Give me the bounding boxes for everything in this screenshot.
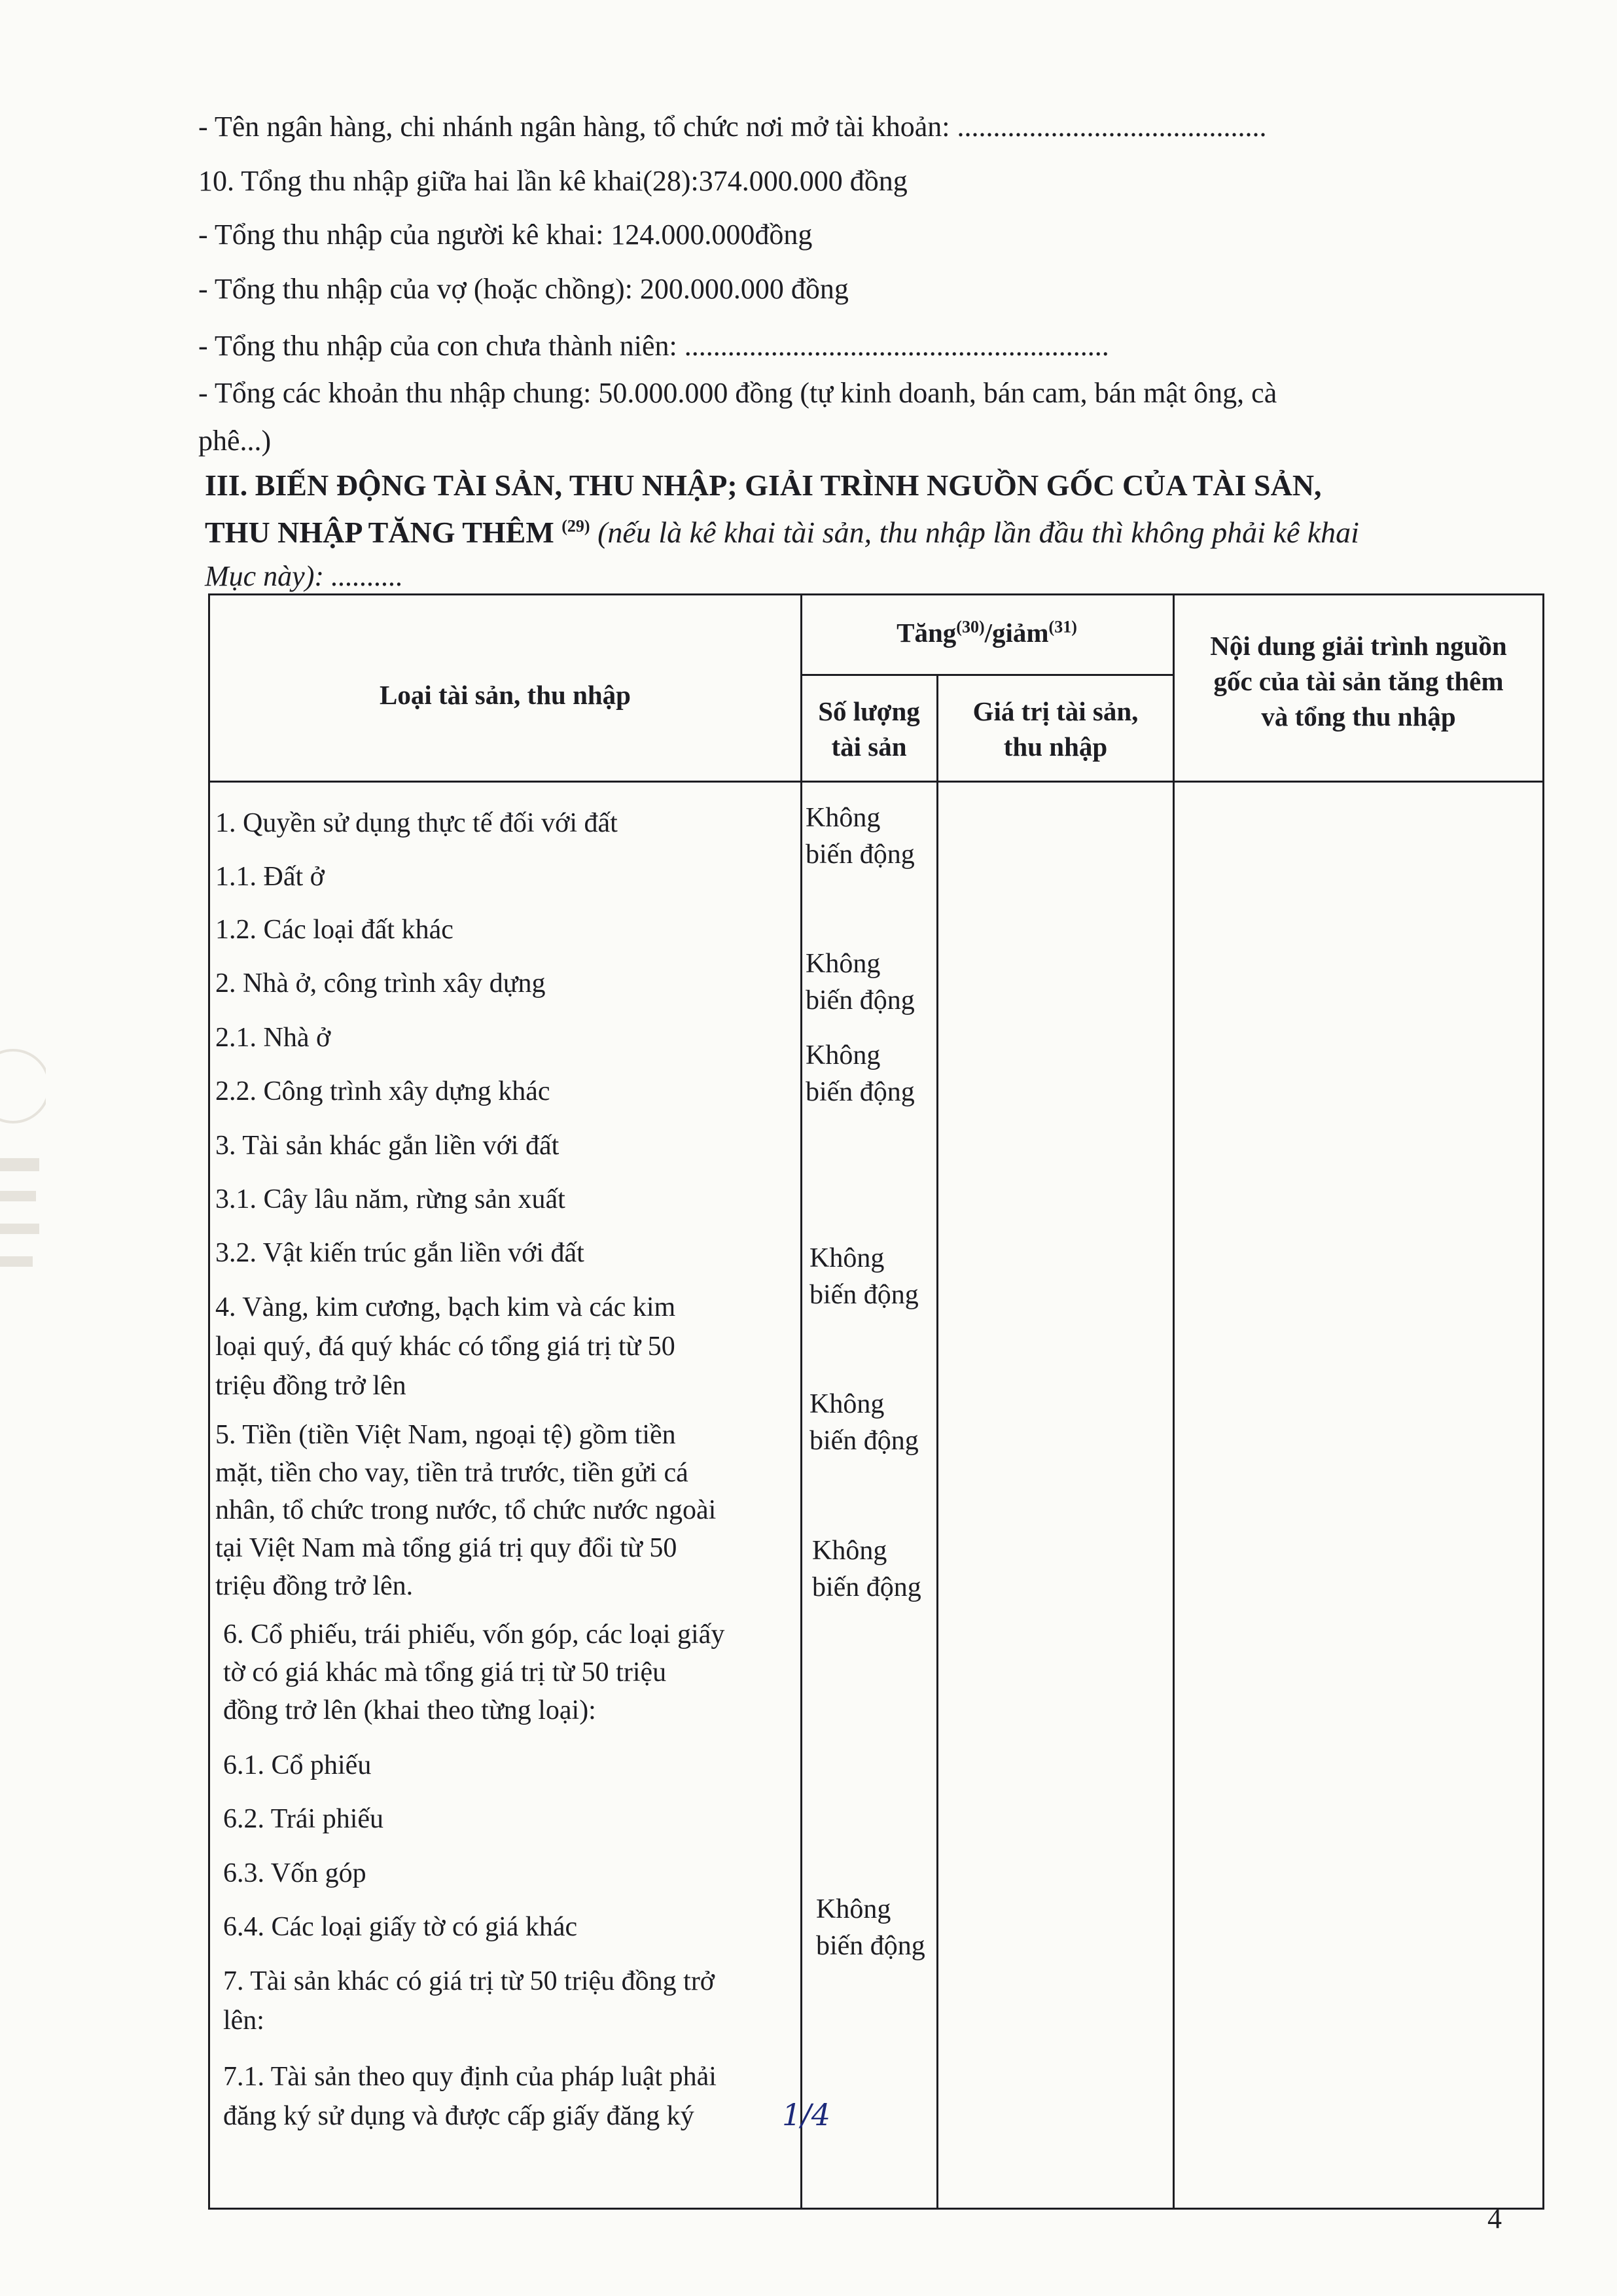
no-change-note-houses xyxy=(806,945,915,1019)
header-increase-decrease xyxy=(800,615,1173,650)
row-registered-assets-cont: đăng ký sử dụng và được cấp giấy đăng ký xyxy=(223,2101,694,2131)
header-decrease-label: /giảm xyxy=(984,618,1049,648)
row-securities-cont1: tờ có giá khác mà tổng giá trị từ 50 triệu xyxy=(223,1657,667,1687)
section-note-line2: Mục này): .......... xyxy=(205,560,404,592)
no-change-line2: biến động xyxy=(809,1280,919,1310)
row-money-cont1: mặt, tiền cho vay, tiền trả trước, tiền gửi cá xyxy=(215,1458,688,1488)
row-land-use-rights: 1. Quyền sử dụng thực tế đối với đất xyxy=(215,808,618,838)
header-increase-label: Tăng xyxy=(897,618,957,648)
row-other-constructions: 2.2. Công trình xây dựng khác xyxy=(215,1076,550,1106)
no-change-line2: biến động xyxy=(816,1931,925,1961)
row-other-land: 1.2. Các loại đất khác xyxy=(215,915,453,945)
row-capital-contributions: 6.3. Vốn góp xyxy=(223,1858,366,1888)
asset-change-table xyxy=(208,593,1544,2210)
section-heading-line2 xyxy=(205,513,1359,552)
section-note-line1: (nếu là kê khai tài sản, thu nhập lần đầu thì không phải kê khai xyxy=(597,516,1359,549)
row-gold-gems: 4. Vàng, kim cương, bạch kim và các kim xyxy=(215,1292,676,1322)
header-quantity-line2: tài sản xyxy=(831,732,907,762)
no-change-line2: biến động xyxy=(812,1572,921,1602)
col-divider-1 xyxy=(800,595,802,2210)
row-other-valuable-papers: 6.4. Các loại giấy tờ có giá khác xyxy=(223,1912,578,1942)
row-securities-cont2: đồng trở lên (khai theo từng loại): xyxy=(223,1695,596,1725)
header-group-divider xyxy=(800,674,1173,676)
row-money-cont2: nhân, tổ chức trong nước, tổ chức nước ngoài xyxy=(215,1495,717,1525)
row-other-assets: 7. Tài sản khác có giá trị từ 50 triệu đồng trở xyxy=(223,1966,715,1996)
header-increase-sup: (30) xyxy=(956,617,985,637)
no-change-line2: biến động xyxy=(806,985,915,1016)
no-change-line1: Không xyxy=(809,1389,885,1419)
minor-child-income-line: - Tổng thu nhập của con chưa thành niên: ........................................................... xyxy=(198,330,1109,362)
no-change-line1: Không xyxy=(806,949,881,979)
spouse-income-line: - Tổng thu nhập của vợ (hoặc chồng): 200.000.000 đồng xyxy=(198,273,849,305)
no-change-note-attached-assets xyxy=(809,1240,919,1313)
section-heading-sup: (29) xyxy=(561,516,590,536)
col-divider-3 xyxy=(1173,595,1175,2210)
declarant-income-line: - Tổng thu nhập của người kê khai: 124.000.000đồng xyxy=(198,219,813,251)
no-change-line2: biến động xyxy=(809,1426,919,1456)
row-houses-constructions: 2. Nhà ở, công trình xây dựng xyxy=(215,968,546,998)
header-explanation-line3: và tổng thu nhập xyxy=(1261,701,1456,732)
no-change-line1: Không xyxy=(816,1894,891,1924)
row-shares: 6.1. Cổ phiếu xyxy=(223,1750,372,1780)
header-value xyxy=(938,694,1173,764)
row-other-assets-cont: lên: xyxy=(223,2005,264,2036)
header-explanation-line2: gốc của tài sản tăng thêm xyxy=(1213,666,1504,696)
col-divider-2 xyxy=(936,674,938,2210)
header-value-line1: Giá trị tài sản, xyxy=(972,696,1139,726)
section-heading-text: THU NHẬP TĂNG THÊM xyxy=(205,516,554,549)
no-change-note-constructions xyxy=(806,1037,915,1110)
no-change-note-gold xyxy=(809,1386,919,1459)
section-heading-line1: III. BIẾN ĐỘNG TÀI SẢN, THU NHẬP; GIẢI TRÌNH NGUỒN GỐC CỦA TÀI SẢN, xyxy=(205,468,1322,502)
row-houses: 2.1. Nhà ở xyxy=(215,1023,331,1053)
row-bonds: 6.2. Trái phiếu xyxy=(223,1804,384,1834)
row-gold-gems-cont1: loại quý, đá quý khác có tổng giá trị từ 50 xyxy=(215,1332,675,1362)
no-change-note-securities xyxy=(816,1891,925,1964)
row-money-cont3: tại Việt Nam mà tổng giá trị quy đổi từ 50 xyxy=(215,1533,677,1563)
no-change-line1: Không xyxy=(806,1040,881,1070)
row-gold-gems-cont2: triệu đồng trở lên xyxy=(215,1371,406,1401)
row-money-cont4: triệu đồng trở lên. xyxy=(215,1571,414,1601)
no-change-line2: biến động xyxy=(806,839,915,870)
header-explanation-line1: Nội dung giải trình nguồn xyxy=(1210,631,1507,661)
row-perennial-trees: 3.1. Cây lâu năm, rừng sản xuất xyxy=(215,1184,565,1214)
no-change-note-money xyxy=(812,1532,921,1606)
handwritten-page-initial: 1/4 xyxy=(782,2097,831,2132)
row-securities: 6. Cổ phiếu, trái phiếu, vốn góp, các loại giấy xyxy=(223,1619,725,1650)
no-change-note-land xyxy=(806,800,915,873)
header-asset-type: Loại tài sản, thu nhập xyxy=(380,680,631,710)
row-architectural-objects: 3.2. Vật kiến trúc gắn liền với đất xyxy=(215,1238,584,1268)
row-registered-assets: 7.1. Tài sản theo quy định của pháp luật phải xyxy=(223,2062,717,2092)
total-income-line: 10. Tổng thu nhập giữa hai lần kê khai(28):374.000.000 đồng xyxy=(198,165,908,197)
no-change-line1: Không xyxy=(812,1536,887,1566)
row-residential-land: 1.1. Đất ở xyxy=(215,862,325,892)
header-decrease-sup: (31) xyxy=(1048,617,1077,637)
row-money: 5. Tiền (tiền Việt Nam, ngoại tệ) gồm tiền xyxy=(215,1420,676,1450)
no-change-line2: biến động xyxy=(806,1077,915,1107)
bank-account-line: - Tên ngân hàng, chi nhánh ngân hàng, tổ chức nơi mở tài khoản: ........................................... xyxy=(198,111,1267,143)
no-change-line1: Không xyxy=(806,803,881,833)
header-bottom-line xyxy=(210,781,1542,783)
no-change-line1: Không xyxy=(809,1243,885,1273)
joint-income-line-cont: phê...) xyxy=(198,425,272,457)
header-quantity xyxy=(800,694,938,764)
joint-income-line: - Tổng các khoản thu nhập chung: 50.000.000 đồng (tự kinh doanh, bán cam, bán mật ông, cà xyxy=(198,377,1277,409)
header-explanation xyxy=(1175,628,1542,734)
page-number: 4 xyxy=(1487,2202,1502,2234)
faded-stamp-mark xyxy=(0,1040,46,1322)
header-value-line2: thu nhập xyxy=(1003,732,1108,762)
row-assets-attached-to-land: 3. Tài sản khác gắn liền với đất xyxy=(215,1131,560,1161)
header-quantity-line1: Số lượng xyxy=(818,696,920,726)
